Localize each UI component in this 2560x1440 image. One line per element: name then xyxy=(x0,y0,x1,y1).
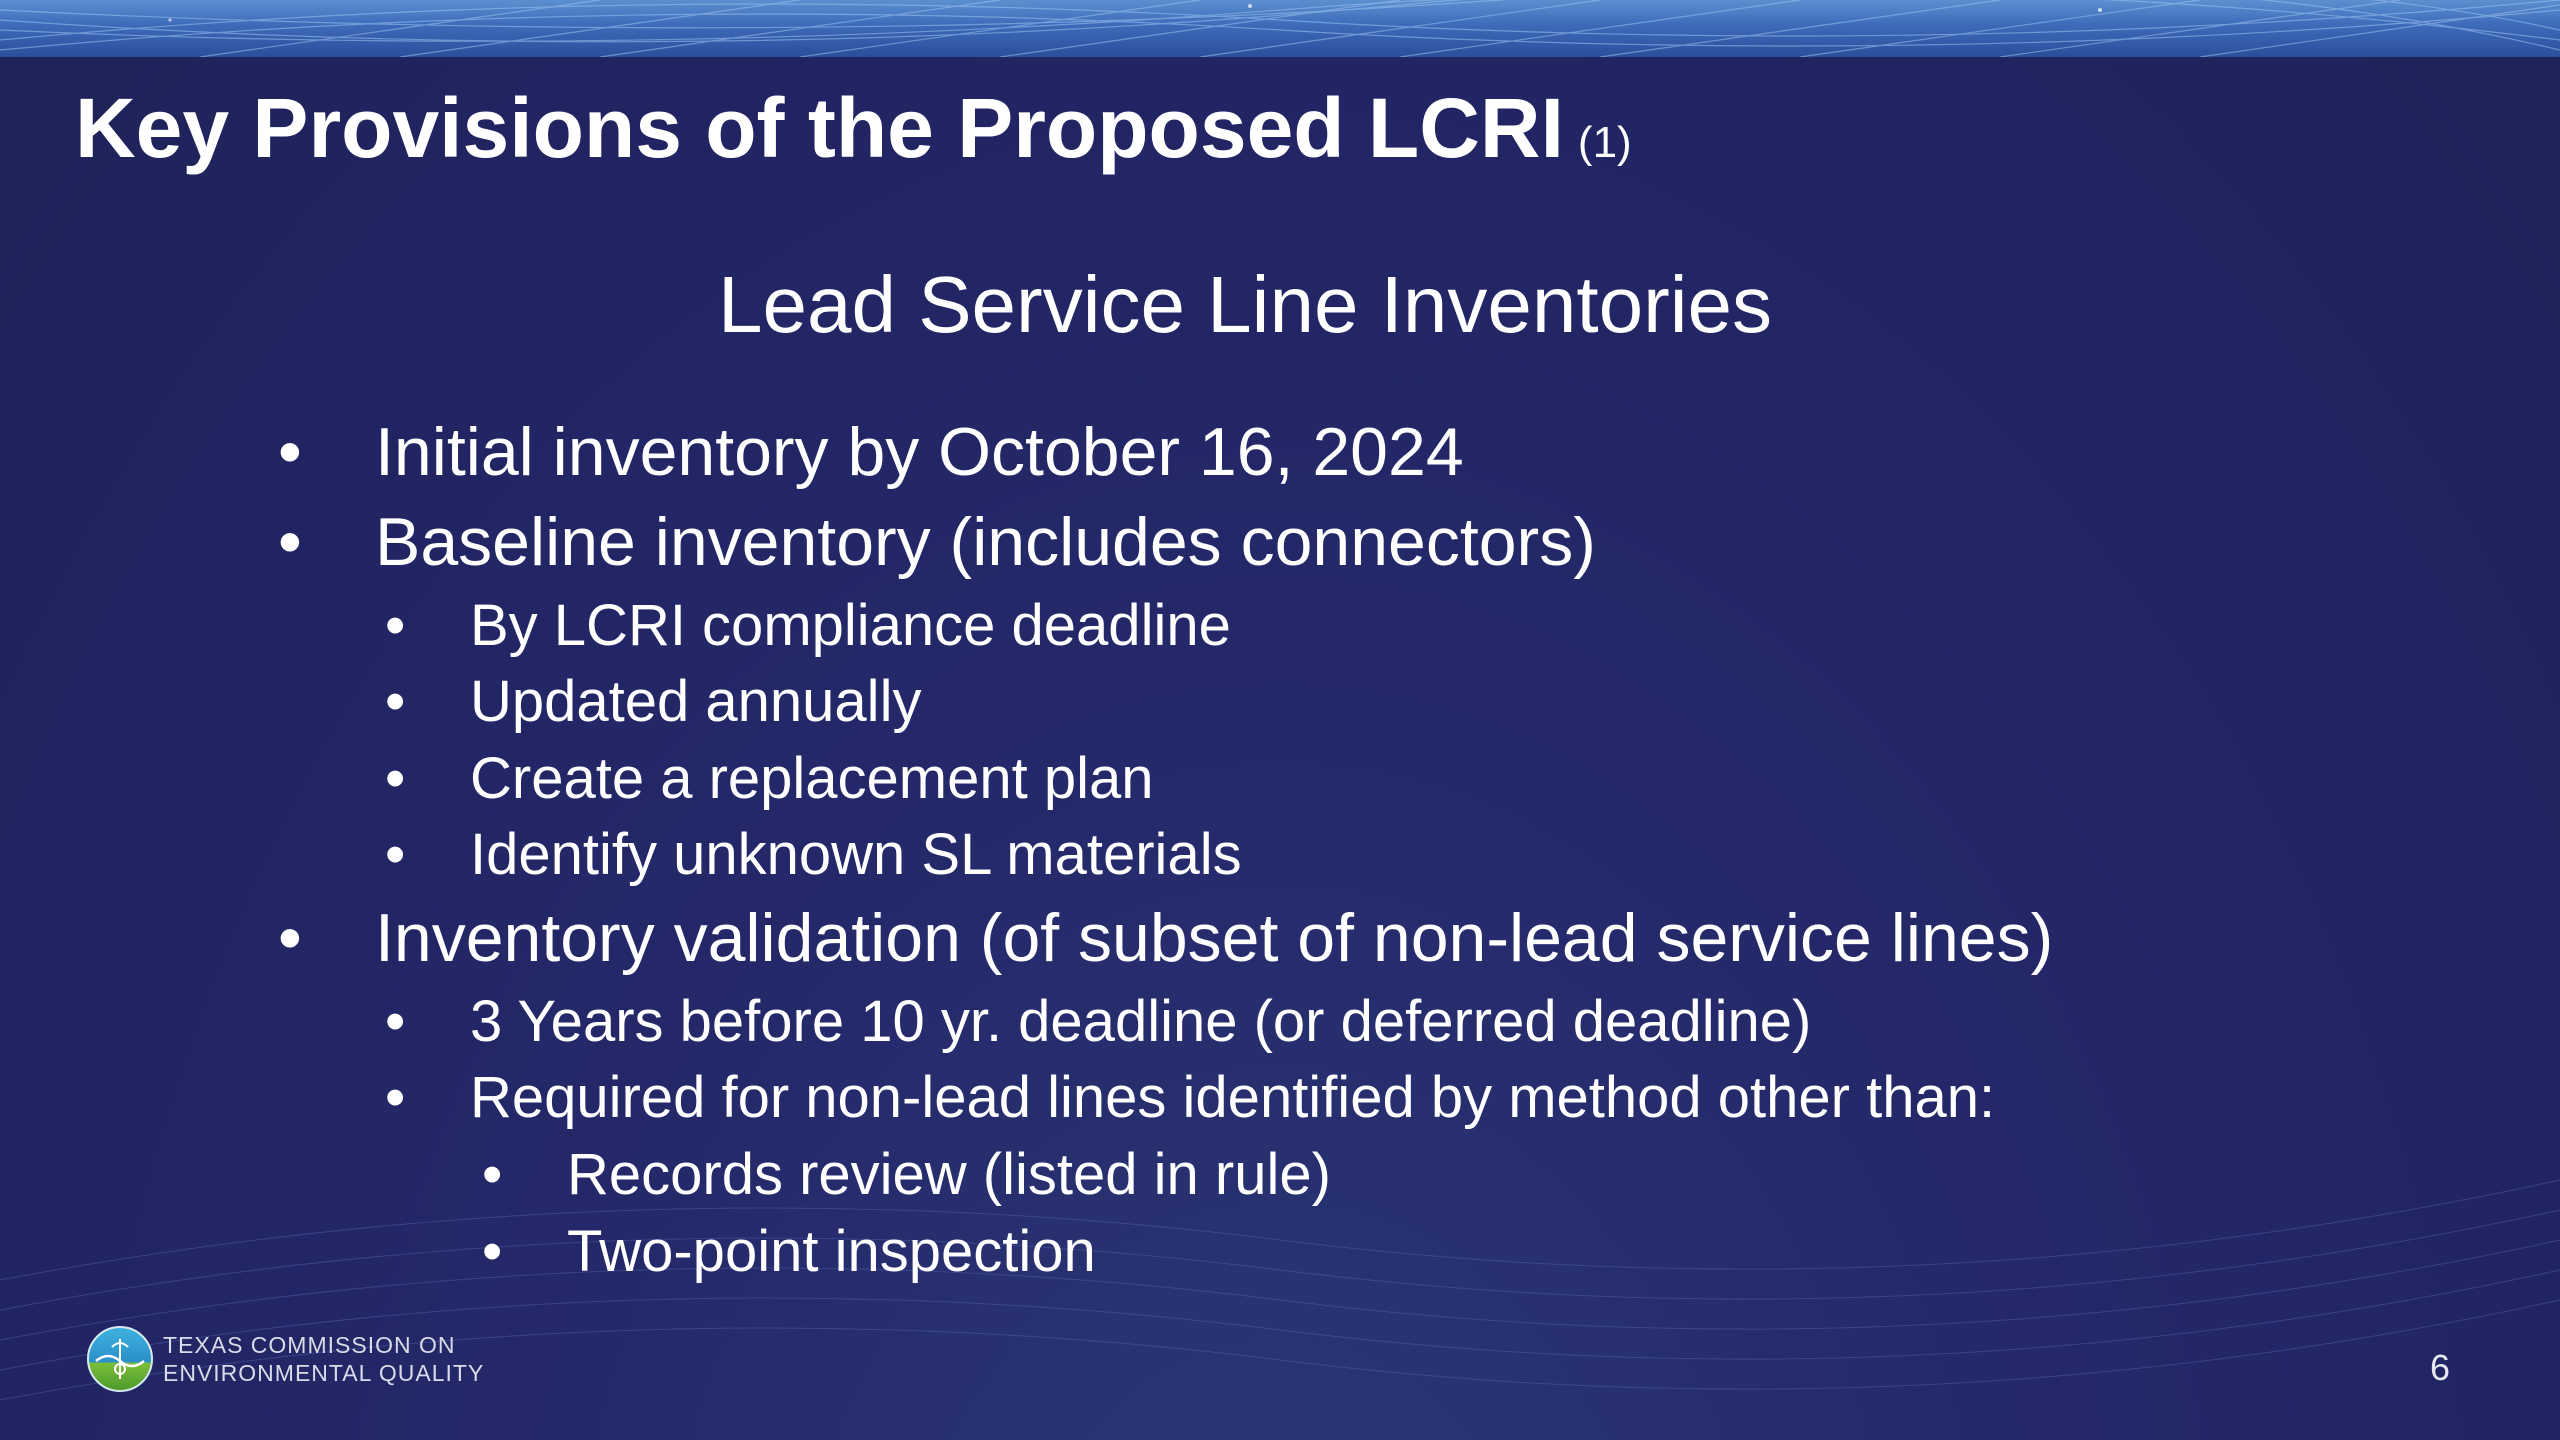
bullet-text: By LCRI compliance deadline xyxy=(470,593,1231,658)
bullet-text: Identify unknown SL materials xyxy=(470,822,1242,887)
bullet-text: Create a replacement plan xyxy=(470,746,1154,811)
org-line-2: ENVIRONMENTAL QUALITY xyxy=(163,1360,485,1386)
bullet-dot: • xyxy=(385,669,406,734)
organization-name xyxy=(163,1331,484,1387)
bullet-dot: • xyxy=(385,822,406,887)
bullet-dot: • xyxy=(385,593,406,658)
bullet-dot: • xyxy=(482,1142,503,1207)
bullet-text: Two-point inspection xyxy=(567,1219,1096,1284)
bullet-dot: • xyxy=(278,414,302,490)
slide-subtitle: Lead Service Line Inventories xyxy=(718,260,1772,349)
bullet-dot: • xyxy=(278,900,302,976)
title-text: Key Provisions of the Proposed LCRI xyxy=(75,81,1564,175)
bullet-dot: • xyxy=(385,746,406,811)
bullet-text: Required for non-lead lines identified by method other than: xyxy=(470,1065,1996,1130)
bullet-text: Initial inventory by October 16, 2024 xyxy=(375,414,1464,490)
title-suffix: (1) xyxy=(1577,118,1632,167)
page-number: 6 xyxy=(2430,1347,2451,1388)
bullet-dot: • xyxy=(385,1065,406,1130)
bullet-text: Baseline inventory (includes connectors) xyxy=(375,504,1596,580)
bullet-dot: • xyxy=(482,1219,503,1284)
org-line-1: TEXAS COMMISSION ON xyxy=(163,1332,456,1358)
bullet-text: Inventory validation (of subset of non-lead service lines) xyxy=(375,900,2054,976)
bullet-dot: • xyxy=(278,504,302,580)
tceq-logo-icon xyxy=(86,1325,154,1393)
bullet-text: Records review (listed in rule) xyxy=(567,1142,1331,1207)
bullet-text: 3 Years before 10 yr. deadline (or deferred deadline) xyxy=(470,989,1812,1054)
bullet-text: Updated annually xyxy=(470,669,922,734)
bullet-dot: • xyxy=(385,989,406,1054)
